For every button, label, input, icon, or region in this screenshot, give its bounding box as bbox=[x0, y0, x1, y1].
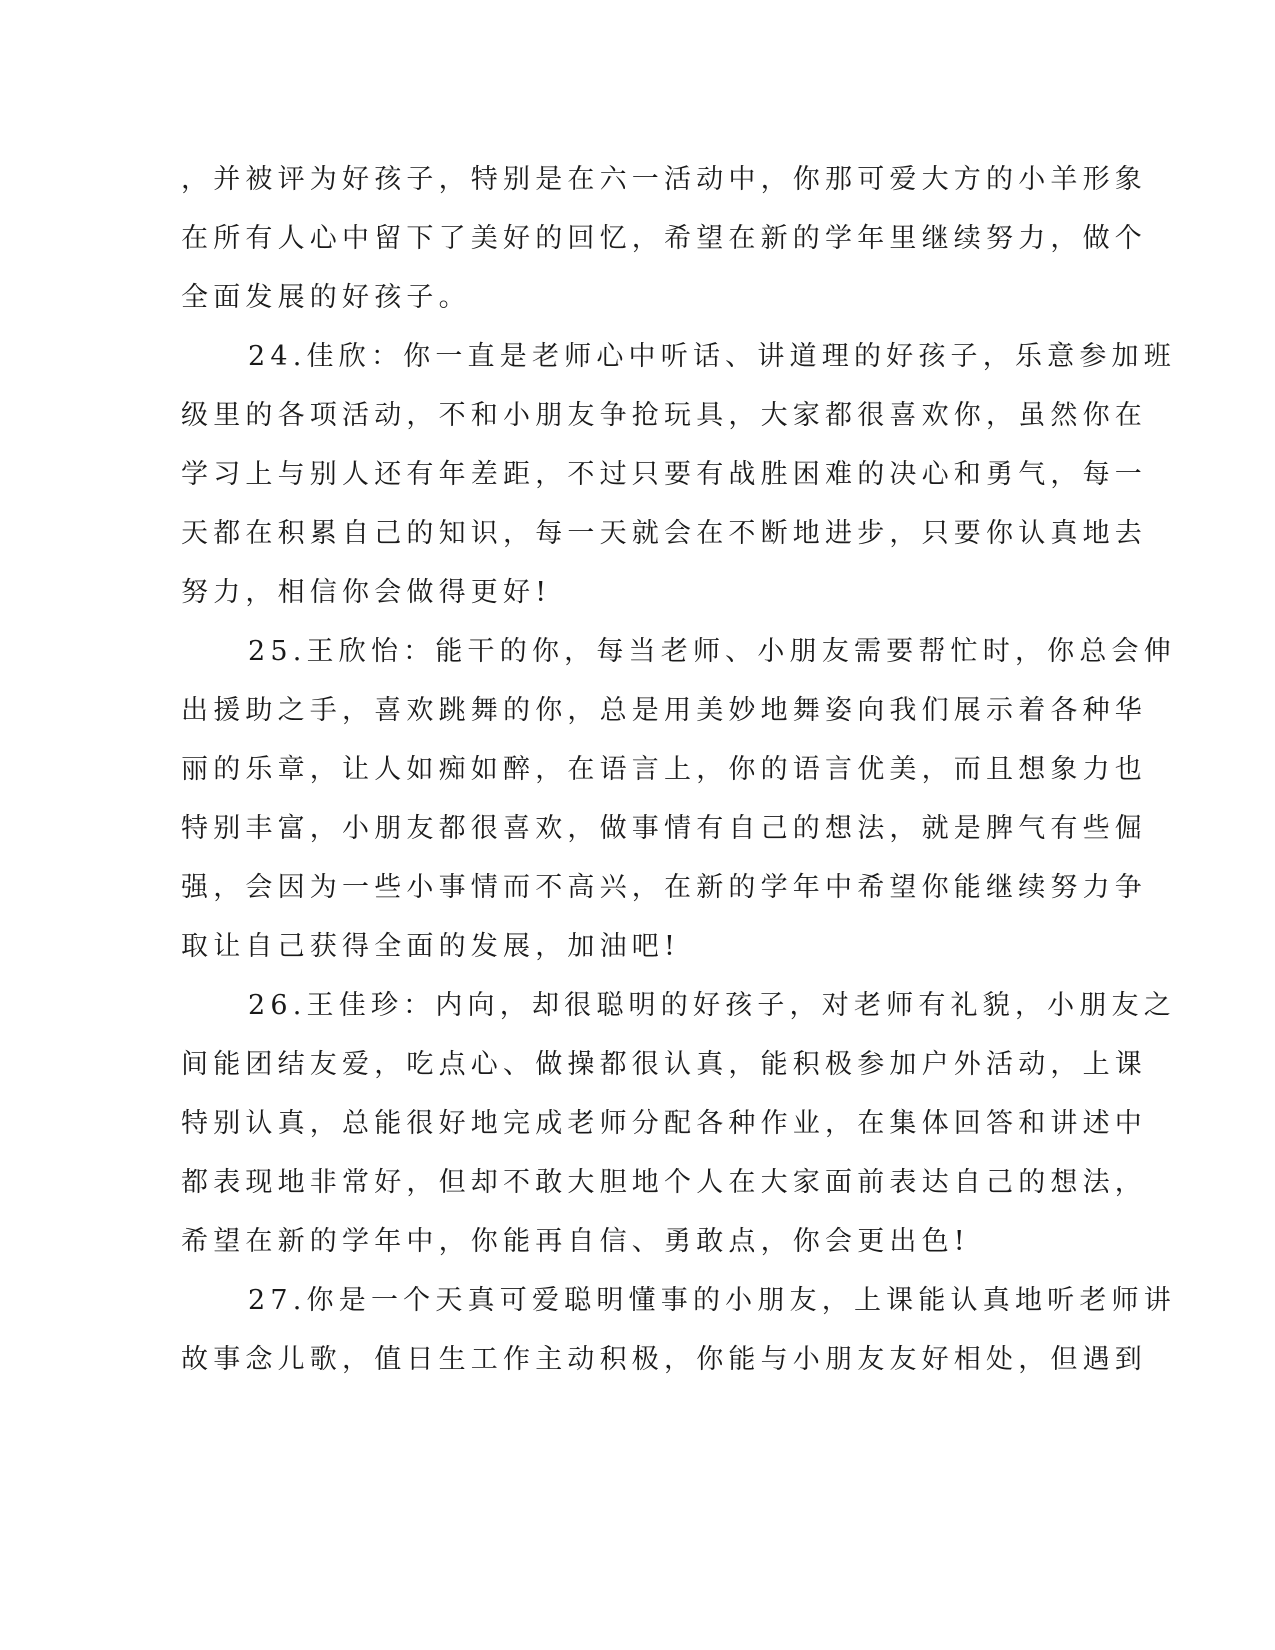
text-line: 在所有人心中留下了美好的回忆，希望在新的学年里继续努力，做个 bbox=[181, 223, 1147, 254]
paragraph-24-first-line: 24.佳欣：你一直是老师心中听话、讲道理的好孩子，乐意参加班 bbox=[248, 341, 1176, 372]
text-line: 学习上与别人还有年差距，不过只要有战胜困难的决心和勇气，每一 bbox=[181, 459, 1147, 490]
paragraph-25-first-line: 25.王欣怡：能干的你，每当老师、小朋友需要帮忙时，你总会伸 bbox=[248, 636, 1176, 667]
text-line: 特别认真，总能很好地完成老师分配各种作业，在集体回答和讲述中 bbox=[181, 1108, 1147, 1139]
text-line: 强，会因为一些小事情而不高兴，在新的学年中希望你能继续努力争 bbox=[181, 872, 1147, 903]
paragraph-27-first-line: 27.你是一个天真可爱聪明懂事的小朋友，上课能认真地听老师讲 bbox=[248, 1285, 1176, 1316]
text-line: 丽的乐章，让人如痴如醉，在语言上，你的语言优美，而且想象力也 bbox=[181, 754, 1147, 785]
text-line: ，并被评为好孩子，特别是在六一活动中，你那可爱大方的小羊形象 bbox=[181, 164, 1147, 195]
text-line: 特别丰富，小朋友都很喜欢，做事情有自己的想法，就是脾气有些倔 bbox=[181, 813, 1147, 844]
text-line: 间能团结友爱，吃点心、做操都很认真，能积极参加户外活动，上课 bbox=[181, 1049, 1147, 1080]
text-line: 取让自己获得全面的发展，加油吧! bbox=[181, 931, 681, 962]
text-line: 希望在新的学年中，你能再自信、勇敢点，你会更出色! bbox=[181, 1226, 970, 1257]
text-line: 级里的各项活动，不和小朋友争抢玩具，大家都很喜欢你，虽然你在 bbox=[181, 400, 1147, 431]
text-line: 都表现地非常好，但却不敢大胆地个人在大家面前表达自己的想法， bbox=[181, 1167, 1147, 1198]
paragraph-26-first-line: 26.王佳珍：内向，却很聪明的好孩子，对老师有礼貌，小朋友之 bbox=[248, 990, 1176, 1021]
text-line: 故事念儿歌，值日生工作主动积极，你能与小朋友友好相处，但遇到 bbox=[181, 1344, 1147, 1375]
text-line: 天都在积累自己的知识，每一天就会在不断地进步，只要你认真地去 bbox=[181, 518, 1147, 549]
text-line: 出援助之手，喜欢跳舞的你，总是用美妙地舞姿向我们展示着各种华 bbox=[181, 695, 1147, 726]
text-line: 全面发展的好孩子。 bbox=[181, 282, 471, 313]
text-line: 努力，相信你会做得更好! bbox=[181, 577, 552, 608]
